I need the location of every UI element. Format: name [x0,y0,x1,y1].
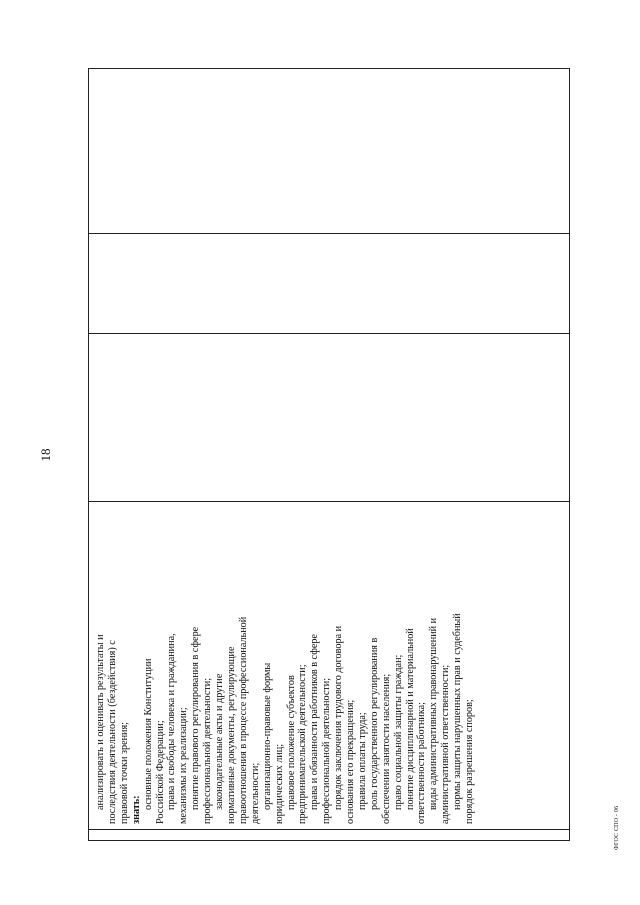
knowledge-cell-text [95,502,476,824]
text-line: правовое положение субъектов [285,675,297,810]
text-line: права и свободы человека и гражданина, [166,633,178,810]
text-line: анализировать и оценивать результаты и [95,634,106,810]
text-line: законодательные акты и другие [214,673,226,810]
text-line: нормативные документы, регулирующие [225,646,237,824]
text-line: ответственности работника; [416,702,428,824]
text-line: виды административных правонарушений и [428,617,440,810]
text-line: понятие дисциплинарной и материальной [404,628,416,810]
footer-code: ФГОС СПО - 06 [614,805,620,850]
text-line: основания его прекращения; [345,699,357,824]
text-line: профессиональной деятельности; [321,677,333,824]
text-line: предпринимательской деятельности; [297,664,309,824]
text-line: знать: [130,795,142,824]
text-line: правила оплаты труда; [356,712,368,810]
text-line: права и обязанности работников в сфере [309,633,321,810]
table-col-knowledge [89,501,569,829]
text-line: нормы защиты нарушенных прав и судебный [452,613,464,810]
text-line: порядок разрешения споров; [464,699,476,824]
text-line: правовой точки зрения; [118,721,130,824]
table-col-discipline [89,233,569,333]
text-line: порядок заключения трудового договора и [333,625,345,810]
page-number: 18 [38,448,53,462]
text-line: организационно-правовые формы [261,662,273,810]
text-line: роль государственного регулирования в [368,637,380,810]
text-line: административной ответственности; [440,664,452,824]
text-line: Российской Федерации; [154,720,166,824]
text-line: правоотношения в процессе профессиональной [237,616,249,824]
text-line: юридических лиц; [273,743,285,824]
table-col-competencies [89,67,569,233]
text-line: деятельности; [249,762,261,824]
text-line: понятие правового регулирования в сфере [190,626,202,810]
text-line: обеспечении занятости населения; [380,673,392,824]
text-line: право социальной защиты граждан; [392,654,404,810]
table-col-hours [89,333,569,501]
text-line: механизмы их реализации; [178,707,190,824]
table-col-index [89,829,569,840]
text-line: основные положения Конституции [142,658,154,810]
text-line: последствия деятельности (бездействия) с [106,640,118,824]
curriculum-table [88,68,570,841]
text-line: профессиональной деятельности; [202,677,214,824]
